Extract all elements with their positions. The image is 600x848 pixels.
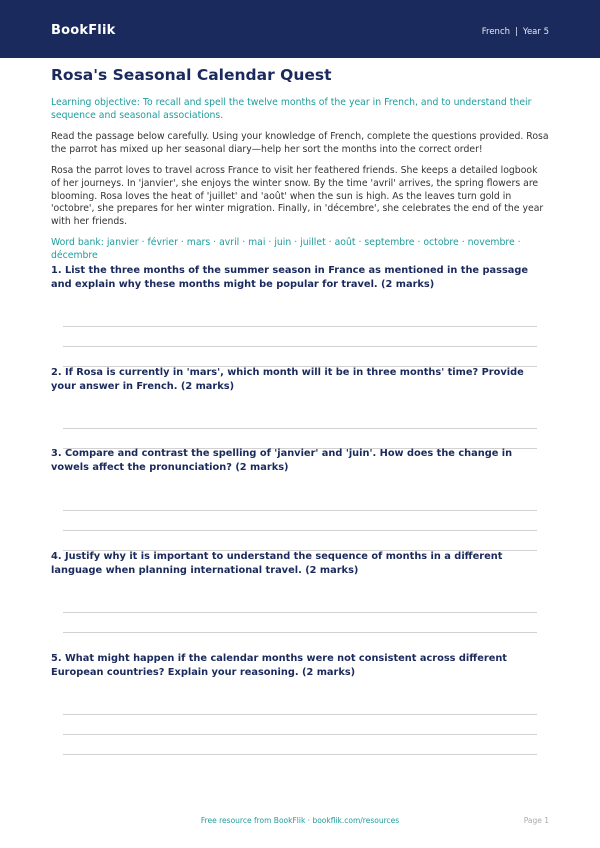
- answer-line[interactable]: [63, 734, 537, 735]
- answer-line[interactable]: [63, 510, 537, 511]
- question-3: 3. Compare and contrast the spelling of 'janvier' and 'juin'. How does the change in vowels affect the pronunciation? (2 marks): [51, 448, 513, 473]
- intro-section: [51, 66, 549, 263]
- page-number: Page 1: [523, 816, 549, 825]
- answer-line[interactable]: [63, 612, 537, 613]
- learning-objective: Learning objective: To recall and spell the twelve months of the year in French, and to understand their sequence and seasonal associations.: [51, 97, 532, 121]
- answer-line[interactable]: [63, 530, 537, 531]
- answer-line[interactable]: [63, 326, 537, 327]
- answer-line[interactable]: [63, 714, 537, 715]
- question-5: 5. What might happen if the calendar months were not consistent across different European countries? Explain your reasoning. (2 marks): [51, 653, 507, 678]
- instructions: Read the passage below carefully. Using your knowledge of French, complete the questions provided. Rosa the parrot has mixed up her seasonal diary—help her sort the months into the correct order!: [51, 131, 549, 155]
- answer-line[interactable]: [63, 346, 537, 347]
- question-1: 1. List the three months of the summer season in France as mentioned in the passage and explain why these months might be popular for travel. (2 marks): [51, 265, 529, 290]
- worksheet-title: Rosa's Seasonal Calendar Quest: [51, 66, 332, 84]
- answer-line[interactable]: [63, 428, 537, 429]
- brand-logo: BookFlik: [51, 23, 116, 38]
- page-header: [0, 0, 600, 58]
- meta-separator: |: [515, 27, 518, 37]
- footer-credit: Free resource from BookFlik · bookflik.com/resources: [200, 816, 400, 825]
- answer-line[interactable]: [63, 632, 537, 633]
- word-bank: Word bank: janvier · février · mars · avril · mai · juin · juillet · août · septembre · octobre · novembre · décembre: [51, 237, 521, 261]
- answer-line[interactable]: [63, 754, 537, 755]
- subject-label: French: [481, 27, 511, 37]
- question-2: 2. If Rosa is currently in 'mars', which month will it be in three months' time? Provide your answer in French. (2 marks): [51, 367, 524, 392]
- question-4: 4. Justify why it is important to understand the sequence of months in a different language when planning international travel. (2 marks): [51, 551, 503, 576]
- reading-passage: Rosa the parrot loves to travel across France to visit her feathered friends. She keeps a detailed logbook of her journeys. In 'janvier', she enjoys the winter snow. By the time 'avril' arrives, the spring flowers are blooming. Rosa loves the heat of 'juillet' and 'août' when the sun is high. As the leaves turn gold in 'octobre', she prepares for her winter migration. Finally, in 'décembre', she celebrates the end of the year with her friends.: [51, 165, 544, 227]
- year-label: Year 5: [522, 27, 549, 37]
- header-meta: [482, 27, 549, 37]
